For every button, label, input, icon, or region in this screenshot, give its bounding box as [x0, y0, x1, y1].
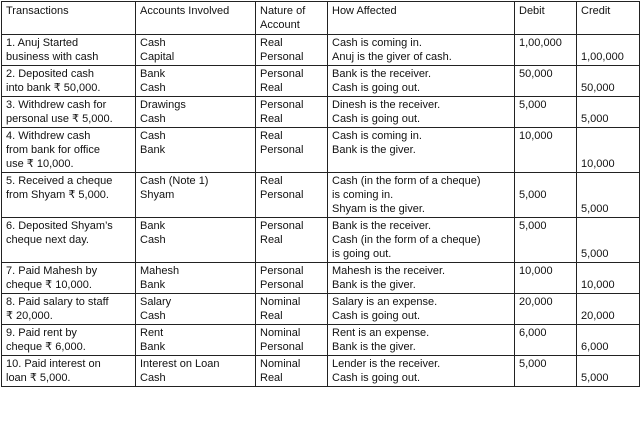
accounts-cell [136, 66, 256, 97]
accounts-cell [136, 97, 256, 128]
debit-cell [515, 173, 577, 218]
account-name: Cash [140, 37, 166, 49]
debit-amount: 5,000 [519, 220, 547, 232]
transaction-cell [2, 66, 136, 97]
table-body [2, 35, 640, 387]
credit-amount: 1,00,000 [581, 51, 624, 63]
nature-value: Personal [260, 189, 304, 201]
debit-amount: 5,000 [519, 358, 547, 370]
header-nature-line: Nature of [260, 5, 306, 17]
credit-cell [577, 173, 640, 218]
how-affected-line: Cash is going out. [332, 310, 421, 322]
accounts-cell [136, 218, 256, 263]
account-name: Bank [140, 68, 166, 80]
nature-value: Personal [260, 99, 304, 111]
how-affected-line: Cash is going out. [332, 82, 421, 94]
header-debit: Debit [515, 2, 577, 35]
how-affected-cell [328, 218, 515, 263]
nature-cell [256, 173, 328, 218]
debit-amount: 10,000 [519, 265, 553, 277]
transaction-line: 7. Paid Mahesh by [6, 265, 98, 277]
how-affected-cell [328, 128, 515, 173]
debit-cell [515, 128, 577, 173]
how-affected-line: Cash (in the form of a cheque) [332, 234, 481, 246]
how-affected-cell [328, 97, 515, 128]
how-affected-line: Bank is the giver. [332, 279, 416, 291]
nature-value: Real [260, 130, 283, 142]
accounts-cell [136, 294, 256, 325]
how-affected-cell [328, 294, 515, 325]
how-affected-line: Bank is the giver. [332, 144, 416, 156]
transaction-line: from bank for office [6, 144, 100, 156]
nature-cell [256, 35, 328, 66]
debit-amount: 50,000 [519, 68, 553, 80]
transaction-line: from Shyam ₹ 5,000. [6, 189, 109, 201]
account-name: Bank [140, 341, 166, 353]
transaction-cell [2, 97, 136, 128]
credit-cell [577, 356, 640, 387]
transaction-cell [2, 173, 136, 218]
debit-cell [515, 325, 577, 356]
account-name: Shyam [140, 189, 175, 201]
how-affected-line: Lender is the receiver. [332, 358, 441, 370]
account-name: Capital [140, 51, 175, 63]
debit-cell [515, 218, 577, 263]
debit-amount: 5,000 [519, 189, 547, 201]
credit-cell [577, 218, 640, 263]
how-affected-cell [328, 66, 515, 97]
how-affected-line: Shyam is the giver. [332, 203, 425, 215]
credit-cell [577, 263, 640, 294]
debit-amount: 10,000 [519, 130, 553, 142]
how-affected-line: Mahesh is the receiver. [332, 265, 446, 277]
transaction-line: cheque next day. [6, 234, 89, 246]
accounts-cell [136, 263, 256, 294]
how-affected-line: is going out. [332, 248, 392, 260]
accounts-cell [136, 35, 256, 66]
how-affected-line: Anuj is the giver of cash. [332, 51, 452, 63]
credit-amount: 5,000 [581, 203, 609, 215]
how-affected-line: Cash is coming in. [332, 130, 422, 142]
table-row [2, 97, 640, 128]
transaction-line: 2. Deposited cash [6, 68, 95, 80]
nature-cell [256, 97, 328, 128]
table-row [2, 35, 640, 66]
credit-amount: 6,000 [581, 341, 609, 353]
nature-value: Real [260, 37, 283, 49]
account-name: Cash [140, 234, 166, 246]
transaction-line: 5. Received a cheque [6, 175, 113, 187]
transaction-cell [2, 294, 136, 325]
transaction-line: into bank ₹ 50,000. [6, 82, 101, 94]
accounts-cell [136, 325, 256, 356]
table-row [2, 356, 640, 387]
credit-amount: 5,000 [581, 248, 609, 260]
how-affected-line: Bank is the giver. [332, 341, 416, 353]
transaction-line: 8. Paid salary to staff [6, 296, 109, 308]
nature-value: Real [260, 372, 283, 384]
table-row [2, 263, 640, 294]
nature-value: Personal [260, 51, 304, 63]
nature-value: Personal [260, 144, 304, 156]
table-row [2, 294, 640, 325]
how-affected-line: Rent is an expense. [332, 327, 430, 339]
nature-cell [256, 66, 328, 97]
header-accounts-involved: Accounts Involved [136, 2, 256, 35]
transaction-line: 4. Withdrew cash [6, 130, 91, 142]
account-name: Bank [140, 279, 166, 291]
transaction-line: 3. Withdrew cash for [6, 99, 107, 111]
credit-cell [577, 294, 640, 325]
how-affected-cell [328, 263, 515, 294]
transaction-line: business with cash [6, 51, 99, 63]
credit-amount: 10,000 [581, 279, 615, 291]
debit-amount: 5,000 [519, 99, 547, 111]
debit-cell [515, 66, 577, 97]
accounts-cell [136, 173, 256, 218]
nature-value: Personal [260, 68, 304, 80]
credit-amount: 5,000 [581, 113, 609, 125]
account-name: Salary [140, 296, 172, 308]
transaction-line: personal use ₹ 5,000. [6, 113, 113, 125]
how-affected-line: Cash is coming in. [332, 37, 422, 49]
how-affected-cell [328, 325, 515, 356]
transaction-cell [2, 263, 136, 294]
header-credit: Credit [577, 2, 640, 35]
account-name: Bank [140, 144, 166, 156]
nature-cell [256, 325, 328, 356]
debit-cell [515, 35, 577, 66]
account-name: Cash [140, 82, 166, 94]
nature-value: Real [260, 175, 283, 187]
account-name: Cash [140, 372, 166, 384]
account-name: Mahesh [140, 265, 180, 277]
how-affected-line: Bank is the receiver. [332, 68, 432, 80]
how-affected-cell [328, 356, 515, 387]
how-affected-line: Bank is the receiver. [332, 220, 432, 232]
nature-value: Personal [260, 279, 304, 291]
debit-cell [515, 97, 577, 128]
how-affected-line: is coming in. [332, 189, 394, 201]
table-row [2, 173, 640, 218]
nature-cell [256, 263, 328, 294]
account-name: Interest on Loan [140, 358, 220, 370]
header-how-affected: How Affected [328, 2, 515, 35]
nature-value: Real [260, 234, 283, 246]
table-row [2, 128, 640, 173]
nature-cell [256, 294, 328, 325]
debit-cell [515, 294, 577, 325]
nature-value: Personal [260, 265, 304, 277]
how-affected-line: Dinesh is the receiver. [332, 99, 441, 111]
table-row [2, 325, 640, 356]
credit-cell [577, 325, 640, 356]
transaction-cell [2, 218, 136, 263]
nature-value: Personal [260, 341, 304, 353]
account-name: Cash [140, 113, 166, 125]
transaction-line: cheque ₹ 10,000. [6, 279, 92, 291]
debit-cell [515, 263, 577, 294]
transaction-cell [2, 325, 136, 356]
header-row [2, 2, 640, 35]
nature-value: Real [260, 113, 283, 125]
header-nature-of-account [256, 2, 328, 35]
transaction-line: use ₹ 10,000. [6, 158, 74, 170]
nature-value: Nominal [260, 296, 301, 308]
nature-value: Nominal [260, 358, 301, 370]
how-affected-line: Cash is going out. [332, 113, 421, 125]
debit-amount: 1,00,000 [519, 37, 562, 49]
credit-cell [577, 35, 640, 66]
account-name: Cash [140, 130, 166, 142]
transaction-line: ₹ 20,000. [6, 310, 53, 322]
transaction-line: 6. Deposited Shyam’s [6, 220, 113, 232]
table-row [2, 66, 640, 97]
header-nature-line: Account [260, 19, 300, 31]
transaction-line: 10. Paid interest on [6, 358, 101, 370]
nature-value: Real [260, 310, 283, 322]
account-name: Rent [140, 327, 164, 339]
accounts-cell [136, 356, 256, 387]
transaction-line: loan ₹ 5,000. [6, 372, 71, 384]
nature-value: Personal [260, 220, 304, 232]
credit-cell [577, 66, 640, 97]
transaction-line: 1. Anuj Started [6, 37, 79, 49]
credit-amount: 10,000 [581, 158, 615, 170]
how-affected-line: Salary is an expense. [332, 296, 438, 308]
nature-cell [256, 218, 328, 263]
how-affected-cell [328, 173, 515, 218]
journal-analysis-table [1, 1, 640, 387]
credit-cell [577, 128, 640, 173]
account-name: Cash [140, 310, 166, 322]
debit-cell [515, 356, 577, 387]
credit-amount: 5,000 [581, 372, 609, 384]
how-affected-line: Cash is going out. [332, 372, 421, 384]
credit-amount: 50,000 [581, 82, 615, 94]
transaction-cell [2, 35, 136, 66]
table-row [2, 218, 640, 263]
transaction-cell [2, 356, 136, 387]
header-transactions: Transactions [2, 2, 136, 35]
nature-value: Real [260, 82, 283, 94]
how-affected-line: Cash (in the form of a cheque) [332, 175, 481, 187]
accounts-cell [136, 128, 256, 173]
how-affected-cell [328, 35, 515, 66]
credit-cell [577, 97, 640, 128]
transaction-line: cheque ₹ 6,000. [6, 341, 86, 353]
account-name: Bank [140, 220, 166, 232]
nature-cell [256, 356, 328, 387]
transaction-cell [2, 128, 136, 173]
credit-amount: 20,000 [581, 310, 615, 322]
account-name: Cash (Note 1) [140, 175, 209, 187]
debit-amount: 6,000 [519, 327, 547, 339]
nature-value: Nominal [260, 327, 301, 339]
debit-amount: 20,000 [519, 296, 553, 308]
nature-cell [256, 128, 328, 173]
transaction-line: 9. Paid rent by [6, 327, 77, 339]
account-name: Drawings [140, 99, 186, 111]
